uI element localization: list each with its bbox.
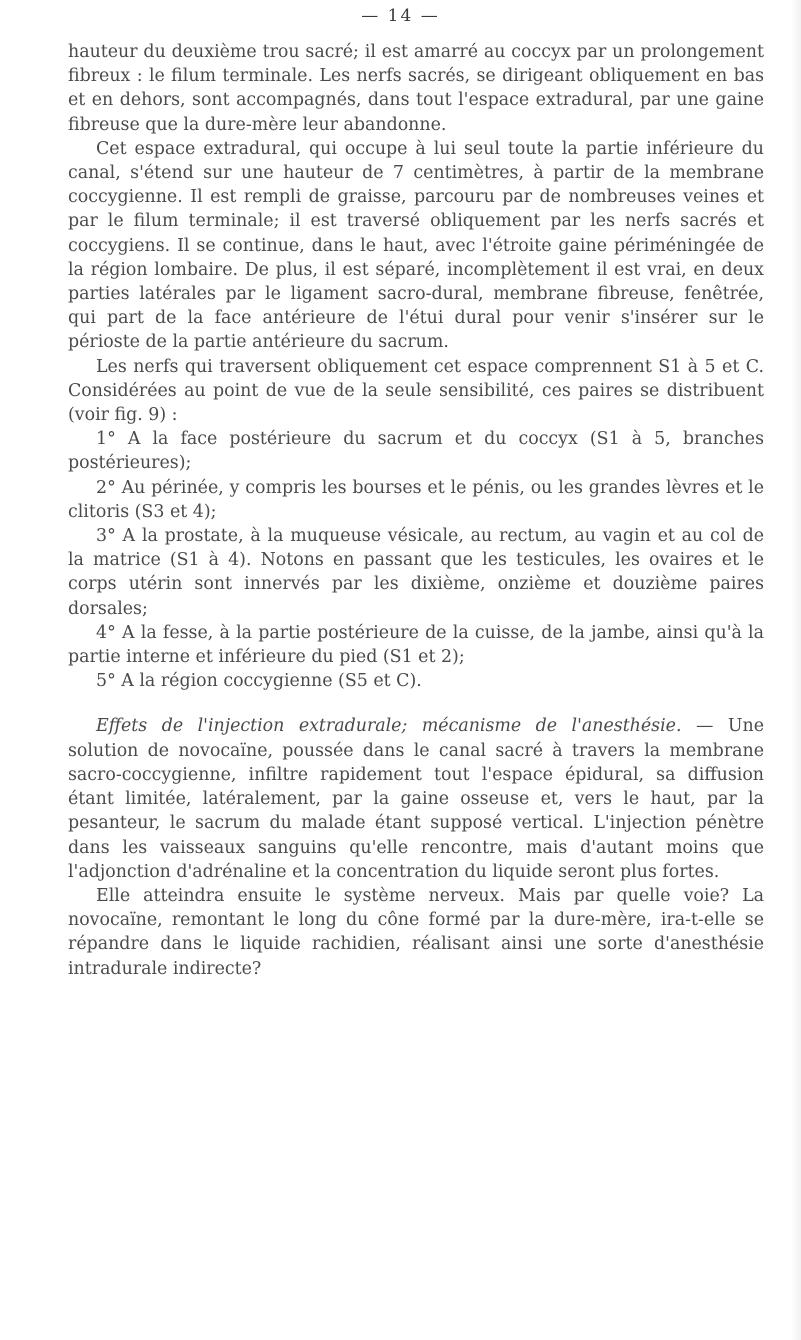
list-item-3: 3° A la prostate, à la muqueuse vésicale, au rectum, au vagin et au col de la matrice (S1 à 4). Notons en passant que les testicules, les ovaires et le corps utérin sont innervés par les dixième, onzième et douzième paires dorsales; [68,526,764,619]
page-number: — 14 — [361,6,440,26]
page-edge-shadow [791,0,801,1340]
paragraph-last: Elle atteindra ensuite le système nerveux. Mais par quelle voie? La novocaïne, remontant le long du cône formé par la dure-mère, ira-t-elle se répandre dans le liquide rachidien, réalisant ainsi une sorte d'anesthésie intradurale indirecte? [68,885,764,979]
list-item-1: 1° A la face postérieure du sacrum et du coccyx (S1 à 5, branches postérieures); [68,429,764,474]
section-paragraph [68,714,764,883]
list-item-2: 2° Au périnée, y compris les bourses et le pénis, ou les grandes lèvres et le clitoris (S3 et 4); [68,477,764,522]
section-title: Effets de l'injection extradurale; mécanisme de l'anesthésie. [96,716,682,737]
body-text [68,40,764,981]
paragraph-1: hauteur du deuxième trou sacré; il est amarré au coccyx par un prolongement fibreux : le filum terminale. Les nerfs sacrés, se dirigeant obliquement en bas et en dehors, sont accompagnés, dans tout l'espace extradural, par une gaine fibreuse que la dure-mère leur abandonne. [68,42,764,135]
paragraph-2: Cet espace extradural, qui occupe à lui seul toute la partie inférieure du canal, s'étend sur une hauteur de 7 centimètres, à partir de la membrane coccygienne. Il est rempli de graisse, parcouru par de nombreuses veines et par le filum terminale; il est traversé obliquement par les nerfs sacrés et coccygiens. Il se continue, dans le haut, avec l'étroite gaine périméningée de la région lombaire. De plus, il est séparé, incomplètement il est vrai, en deux parties latérales par le ligament sacro-dural, membrane fibreuse, fenêtrée, qui part de la face antérieure de l'étui dural pour venir s'insérer sur le périoste de la partie antérieure du sacrum. [68,138,764,353]
list-item-4: 4° A la fesse, à la partie postérieure de la cuisse, de la jambe, ainsi qu'à la partie interne et inférieure du pied (S1 et 2); [68,622,764,668]
paragraph-3: Les nerfs qui traversent obliquement cet espace comprennent S1 à 5 et C. Considérées au point de vue de la seule sensibilité, ces paires se distribuent (voir fig. 9) : [68,356,764,426]
list-item-5: 5° A la région coccygienne (S5 et C). [96,671,422,692]
section-body: — Une solution de novocaïne, poussée dans le canal sacré à travers la membrane sacro-coccygienne, infiltre rapidement tout l'espace épidural, sa diffusion étant limitée, latéralement, par la gaine osseuse et, vers le haut, par la pesanteur, le sacrum du malade étant supposé vertical. L'injection pénètre dans les vaisseaux sanguins qu'elle rencontre, mais d'autant moins que l'adjonction d'adrénaline et la concentration du liquide seront plus fortes. [68,716,764,882]
